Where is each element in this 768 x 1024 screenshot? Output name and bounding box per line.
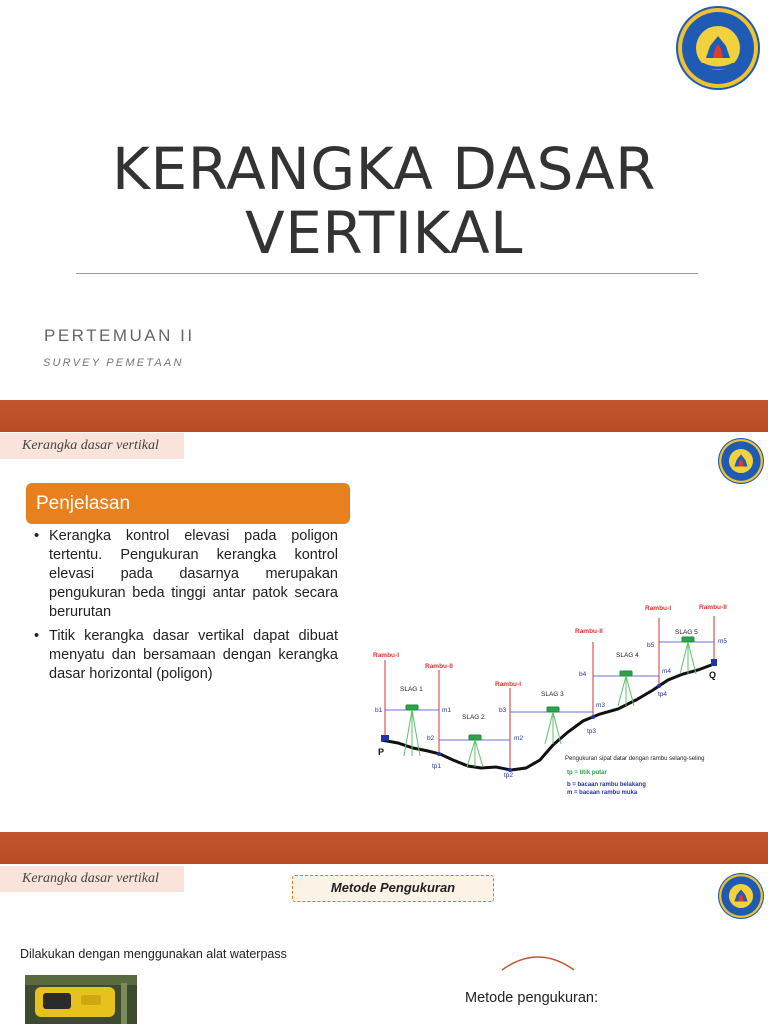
label-b2: b2: [427, 735, 435, 742]
metode-pengukuran-label: Metode pengukuran:: [465, 990, 599, 1006]
label-b5: b5: [647, 642, 655, 649]
penjelasan-heading: Penjelasan: [26, 483, 350, 524]
legend-title: Pengukuran sipat datar dengan rambu selang-seling: [565, 756, 705, 762]
label-point-p: P: [378, 747, 385, 757]
waterpass-description: Dilakukan dengan menggunakan alat waterpass: [20, 947, 287, 961]
penjelasan-bullet-1: • Kerangka kontrol elevasi pada poligon tertentu. Pengukuran kerangka kontrol elevasi pada dasarnya merupakan pengukuran beda tinggi antar patok secara berurutan: [32, 527, 338, 622]
polinela-logo-small-2-icon: [718, 873, 764, 919]
metode-pengukuran-box: Metode Pengukuran: [292, 875, 494, 902]
label-slag-4: SLAG 4: [616, 652, 639, 659]
label-m3: m3: [596, 702, 606, 709]
slide-subtitle: PERTEMUAN II: [44, 326, 195, 345]
slide2-top-bar: [0, 400, 768, 432]
legend-tp: tp = titik putar: [567, 770, 607, 776]
label-slag-2: SLAG 2: [462, 714, 485, 721]
label-rambu-2b: Rambu-II: [575, 628, 603, 635]
slide-subsubtitle: SURVEY PEMETAAN: [43, 357, 184, 369]
label-m2: m2: [514, 735, 524, 742]
label-rambu-1a: Rambu-I: [373, 652, 399, 659]
waterpass-photo: [25, 975, 137, 1024]
waterpass-instrument-icon: [25, 975, 137, 1024]
title-divider: [76, 273, 698, 274]
polinela-logo-small-2: [718, 873, 764, 919]
polinela-logo-small-icon: [718, 438, 764, 484]
slide-title-line2: VERTIKAL: [245, 199, 523, 267]
slide2-section-tag: Kerangka dasar vertikal: [0, 433, 184, 459]
label-slag-5: SLAG 5: [675, 629, 698, 636]
label-point-q: Q: [709, 670, 717, 680]
label-m5: m5: [718, 638, 728, 645]
polinela-logo-small: [718, 438, 764, 484]
label-rambu-1c: Rambu-I: [645, 605, 671, 612]
penjelasan-list: [32, 527, 338, 689]
polinela-logo: [676, 6, 760, 90]
label-b4: b4: [579, 671, 587, 678]
label-b3: b3: [499, 707, 507, 714]
point-q-marker: [711, 659, 717, 666]
label-tp3: tp3: [587, 728, 597, 735]
point-p-marker: [381, 735, 389, 741]
label-slag-1: SLAG 1: [400, 686, 423, 693]
polinela-logo-icon: [676, 6, 760, 90]
slide3-top-bar: [0, 832, 768, 864]
label-m4: m4: [662, 668, 672, 675]
penjelasan-bullet-2: • Titik kerangka dasar vertikal dapat dibuat menyatu dan bersamaan dengan kerangka dasar horizontal (poligon): [32, 627, 338, 684]
label-tp2: tp2: [504, 772, 514, 779]
label-tp4: tp4: [658, 691, 668, 698]
leveling-diagram: [368, 600, 768, 803]
label-tp1: tp1: [432, 763, 442, 770]
label-m1: m1: [442, 707, 452, 714]
slide-title-line1: KERANGKA DASAR: [112, 135, 656, 203]
label-b1: b1: [375, 707, 383, 714]
title-slide: [0, 0, 768, 400]
slide3-section-tag: Kerangka dasar vertikal: [0, 866, 184, 892]
legend-m: m = bacaan rambu muka: [567, 790, 638, 796]
label-slag-3: SLAG 3: [541, 691, 564, 698]
label-rambu-2a: Rambu-II: [425, 663, 453, 670]
legend-b: b = bacaan rambu belakang: [567, 782, 646, 788]
decorative-arc: [500, 954, 576, 984]
label-rambu-1b: Rambu-I: [495, 681, 521, 688]
label-rambu-2c: Rambu-II: [699, 604, 727, 611]
